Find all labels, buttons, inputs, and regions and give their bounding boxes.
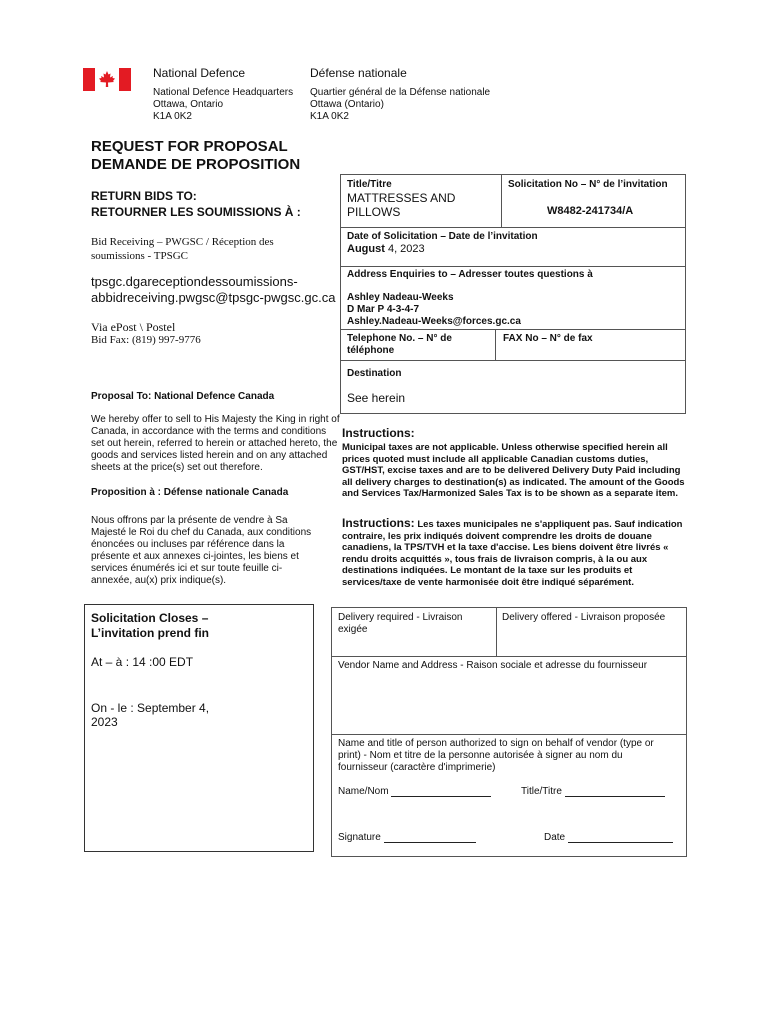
solicitation-number-value: W8482-241734/A (547, 205, 634, 217)
title-value: MATTRESSES AND PILLOWS (347, 191, 456, 219)
solicitation-info-box (340, 174, 686, 414)
telephone-label: Telephone No. – N° de téléphone (347, 333, 452, 356)
delivery-required-label: Delivery required - Livraison exigée (338, 612, 463, 635)
instructions-en (342, 426, 688, 500)
fax-label: FAX No – N° de fax (503, 333, 593, 344)
instructions-en-body: Municipal taxes are not applicable. Unless otherwise specified herein all prices quoted must include all applicable Canadian customs duties, GST/HST, excise taxes and are to be delivered Delivery Duty Paid including all delivery charges to destination(s) as indicated. The amount of the Goods and Services Tax/Harmonized Sales Tax is to be shown as a separate item. (342, 442, 685, 499)
solicitation-date-value: August 4, 2023 (347, 243, 425, 255)
destination-value: See herein (347, 391, 406, 405)
authorized-person-label: Name and title of person authorized to sign on behalf of vendor (type or print) - Nom et titre de la personne autorisée à signer au nom du fournisseur (caractère d'imprimerie) (338, 738, 654, 773)
contact-name: Ashley Nadeau-Weeks (347, 292, 454, 303)
enquiries-label: Address Enquiries to – Adresser toutes questions à (347, 269, 593, 280)
bid-receiving-text: Bid Receiving – PWGSC / Réception des soumissions - TPSGC (91, 236, 274, 262)
solicitation-date-label: Date of Solicitation – Date de l’invitation (347, 231, 538, 242)
date-field[interactable]: Date (544, 832, 673, 843)
closes-title: Solicitation Closes – L’invitation prend fin (91, 611, 209, 640)
instructions-en-heading: Instructions: (342, 426, 415, 440)
contact-code: D Mar P 4-3-4-7 (347, 304, 420, 315)
instructions-fr-body: Les taxes municipales ne s'appliquent pas. Sauf indication contraire, les prix indiqués doivent comprendre les droits de douane canadiens, la TPS/TVH et la taxe d'accise. Les biens doivent être livrés « rendu droits acquittés », tous frais de livraison compris, à la ou aux destinations indiquées. Le montant de la taxe sur les produits et services/taxe de vente harmonisée doit être indiqué séparément. (342, 519, 683, 588)
department-name-fr: Défense nationale (310, 66, 407, 80)
document-title: REQUEST FOR PROPOSAL DEMANDE DE PROPOSITION (91, 138, 301, 173)
department-address-fr: Quartier général de la Défense nationale Ottawa (Ontario) K1A 0K2 (310, 87, 491, 122)
department-name-en: National Defence (153, 66, 246, 80)
vendor-box (331, 607, 687, 857)
instructions-fr (342, 518, 688, 588)
closes-time: At – à : 14 :00 EDT (91, 655, 194, 669)
department-address-en: National Defence Headquarters Ottawa, Ontario K1A 0K2 (153, 87, 294, 122)
proposal-paragraph-fr: Nous offrons par la présente de vendre à Sa Majesté le Roi du chef du Canada, aux conditions énoncées ou incluses par référence dans la présente et aux annexes ci-jointes, les biens et services énumérés ici et sur toute feuille ci-annexée, au(x) prix indique(s). (91, 515, 312, 586)
title-label: Title/Titre (347, 179, 392, 190)
destination-label: Destination (347, 368, 402, 379)
bid-receiving-email: tpsgc.dgareceptiondessoumissions- abbidreceiving.pwgsc@tpsgc-pwgsc.gc.ca (91, 274, 336, 305)
title-field[interactable]: Title/Titre (521, 786, 665, 797)
via-epost-text: Via ePost \ Postel (91, 320, 176, 334)
signature-field[interactable]: Signature (338, 832, 476, 843)
solicitation-number-label: Solicitation No – N° de l’invitation (508, 179, 668, 190)
closes-date-line1: On - le : September 4, (91, 701, 210, 715)
closes-date-line2: 2023 (91, 715, 118, 729)
solicitation-closes-box (84, 604, 314, 852)
canada-flag-icon (83, 68, 131, 91)
proposal-paragraph-en: We hereby offer to sell to His Majesty the King in right of Canada, in accordance with the terms and conditions set out herein, referred to herein or attached hereto, the goods and services listed herein and on any attached sheets at the price(s) set out therefore. (91, 414, 340, 473)
proposal-to-fr: Proposition à : Défense nationale Canada (91, 487, 289, 498)
proposal-to-en: Proposal To: National Defence Canada (91, 391, 275, 402)
bid-fax-text: Bid Fax: (819) 997-9776 (91, 334, 201, 346)
instructions-fr-heading: Instructions: (342, 516, 415, 530)
contact-email[interactable]: Ashley.Nadeau-Weeks@forces.gc.ca (347, 316, 521, 327)
name-field[interactable]: Name/Nom (338, 786, 491, 797)
vendor-name-label: Vendor Name and Address - Raison sociale et adresse du fournisseur (338, 660, 648, 671)
delivery-offered-label: Delivery offered - Livraison proposée (502, 612, 666, 623)
return-bids-heading: RETURN BIDS TO: RETOURNER LES SOUMISSIONS À : (91, 189, 301, 219)
